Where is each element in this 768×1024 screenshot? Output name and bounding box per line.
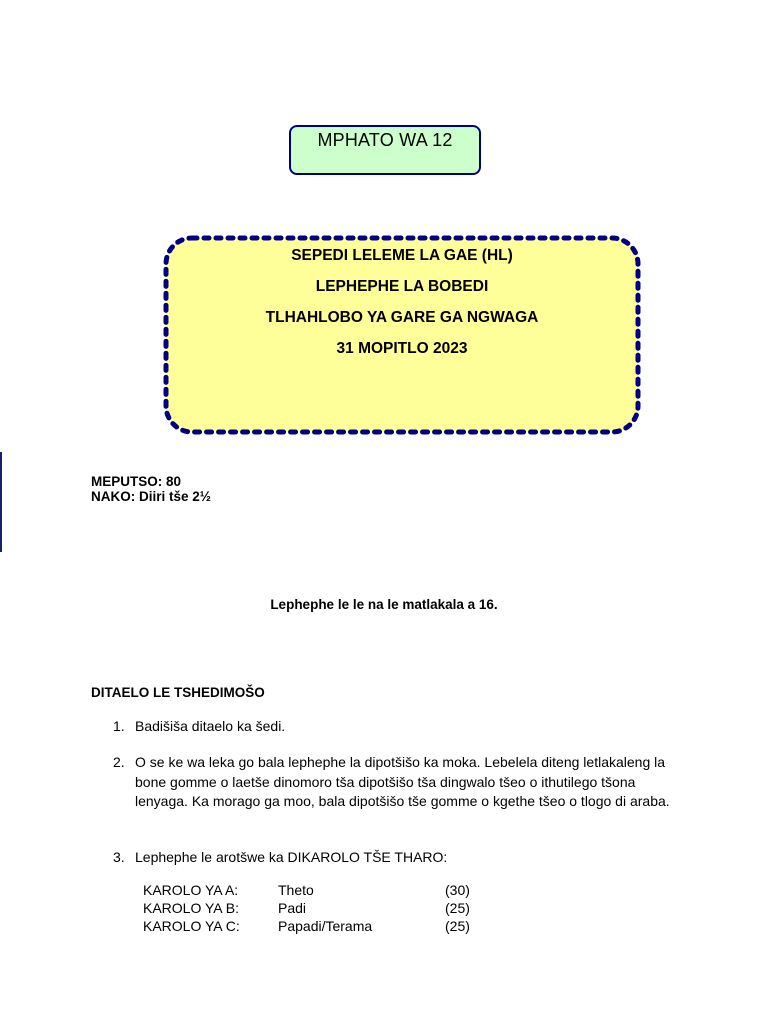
instruction-number: 2. [113, 754, 125, 770]
instruction-number: 3. [113, 849, 125, 865]
title-block [170, 245, 634, 369]
part-marks: (30) [445, 882, 470, 898]
marks-value: 80 [166, 474, 182, 489]
instructions-heading: DITAELO LE TSHEDIMOŠO [91, 685, 265, 700]
part-topic: Padi [278, 900, 307, 916]
part-topic: Theto [278, 882, 314, 898]
time-label: NAKO: [91, 489, 136, 504]
part-row [143, 881, 483, 899]
instruction-number: 1. [113, 718, 125, 734]
grade-box [289, 125, 481, 175]
part-name: KAROLO YA A: [143, 882, 239, 898]
part-marks: (25) [445, 900, 470, 916]
instruction-text: Badišiša ditaelo ka šedi. [135, 718, 286, 734]
time-line [91, 489, 211, 504]
subject-title: SEPEDI LELEME LA GAE (HL) [291, 247, 513, 264]
part-topic: Papadi/Terama [278, 918, 373, 934]
time-value: Diiri tše 2½ [139, 489, 212, 504]
instruction-text: O se ke wa leka go bala lephephe la dipotšišo ka moka. Lebelela diteng letlakaleng la bone gomme o laetše dinomoro tša dipotšišo tša dingwalo tšeo o ithutilego tšona lenyaga. Ka morago ga moo, bala dipotšišo tše gomme o kgethe tšeo o tlogo di araba. [135, 754, 670, 809]
instruction-item [113, 717, 683, 737]
instruction-item [113, 848, 683, 868]
parts-table [143, 881, 483, 935]
instruction-text: Lephephe le arotšwe ka DIKAROLO TŠE THARO: [135, 849, 448, 865]
part-row [143, 917, 483, 935]
marks-label: MEPUTSO: [91, 474, 163, 489]
instruction-item [113, 753, 683, 812]
exam-title: TLHAHLOBO YA GARE GA NGWAGA [265, 309, 539, 326]
left-edge-mark [0, 452, 2, 552]
marks-line [91, 474, 211, 489]
grade-label: MPHATO WA 12 [317, 130, 453, 150]
part-name: KAROLO YA C: [143, 918, 240, 934]
exam-date: 31 MOPITLO 2023 [336, 340, 468, 357]
paper-title: LEPHEPHE LA BOBEDI [315, 278, 489, 295]
part-name: KAROLO YA B: [143, 900, 239, 916]
part-row [143, 899, 483, 917]
part-marks: (25) [445, 918, 470, 934]
page-count-note: Lephephe le le na le matlakala a 16. [270, 597, 498, 612]
exam-meta [91, 474, 211, 504]
